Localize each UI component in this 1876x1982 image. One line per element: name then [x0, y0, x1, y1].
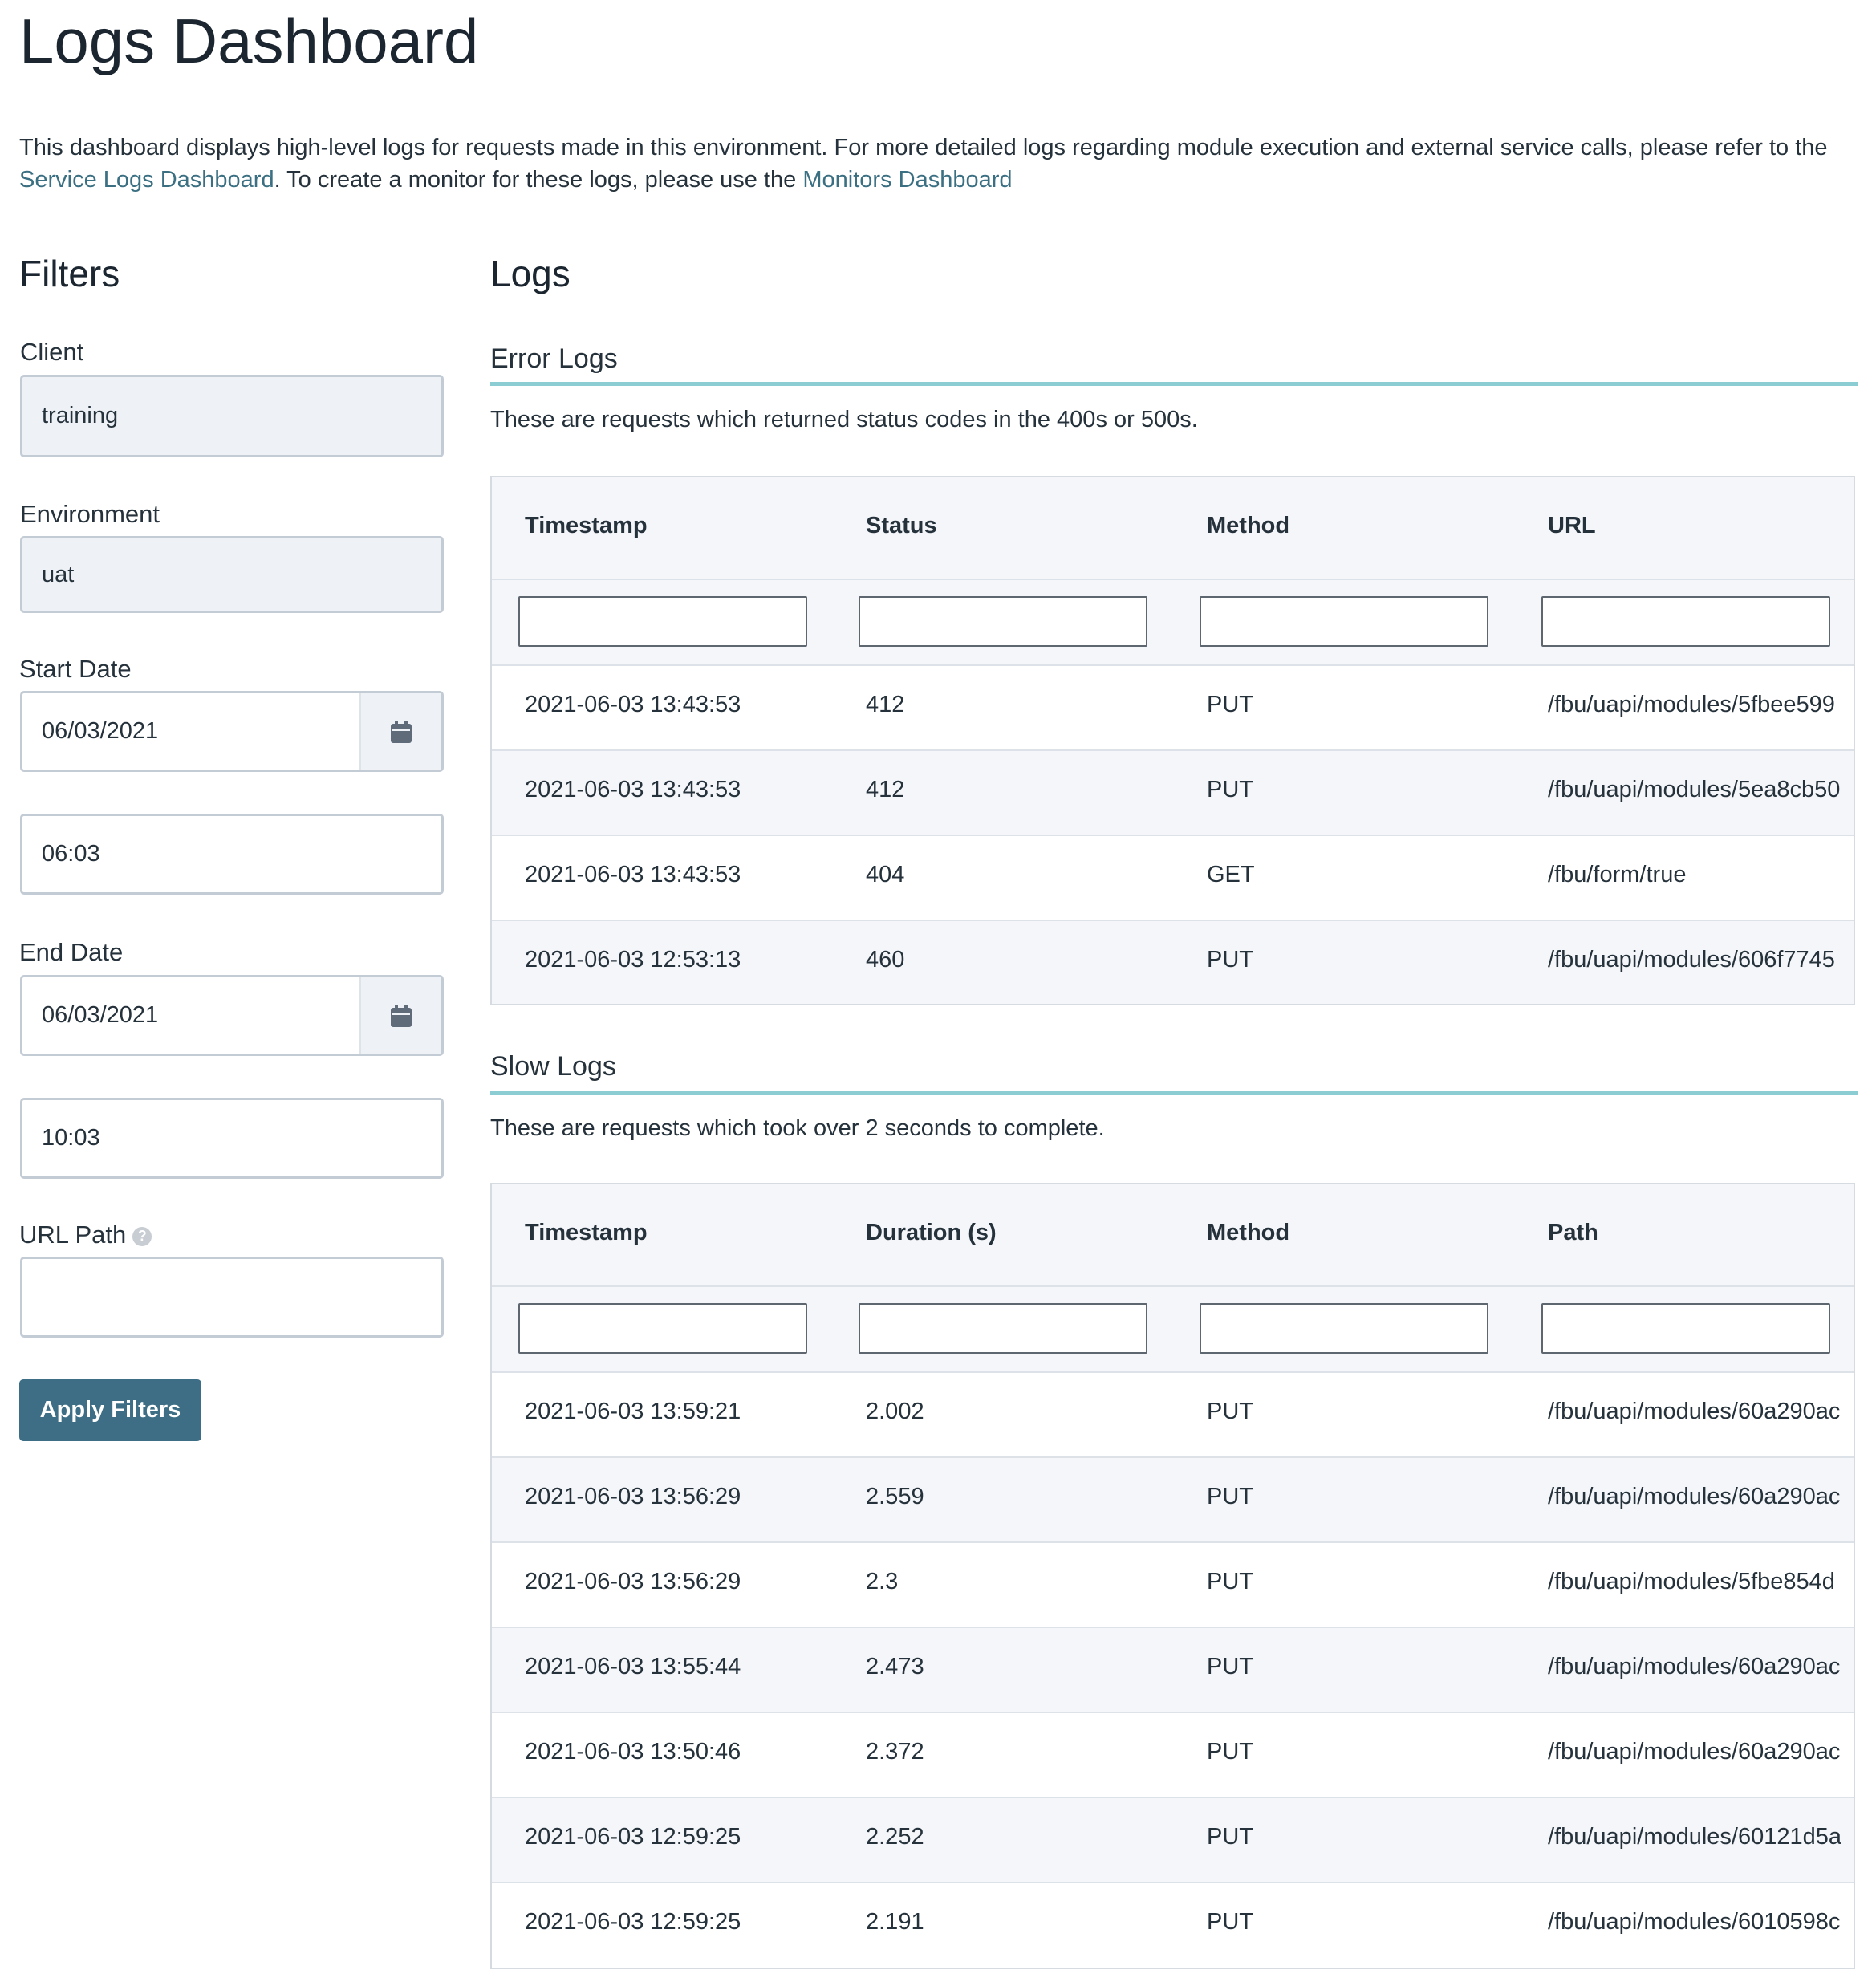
slow-logs-body [492, 1373, 1854, 1967]
table-row[interactable] [492, 1628, 1854, 1713]
cell-method: PUT [1207, 947, 1253, 973]
cell-method: PUT [1207, 1909, 1253, 1935]
cell-duration: 2.191 [866, 1909, 924, 1935]
cell-timestamp: 2021-06-03 13:43:53 [525, 692, 741, 717]
filter-row [492, 580, 1854, 666]
client-value: training [42, 403, 119, 428]
cell-method: PUT [1207, 1484, 1253, 1509]
cell-status: 460 [866, 947, 905, 973]
end-time-input[interactable] [20, 1098, 444, 1179]
environment-value: uat [42, 561, 75, 587]
cell-method: PUT [1207, 1739, 1253, 1765]
question-circle-icon[interactable]: ? [132, 1227, 152, 1246]
cell-method: PUT [1207, 1654, 1253, 1679]
cell-method: PUT [1207, 1399, 1253, 1424]
slow-logs-title: Slow Logs [490, 1051, 616, 1082]
cell-timestamp: 2021-06-03 12:59:25 [525, 1909, 741, 1935]
cell-duration: 2.559 [866, 1484, 924, 1509]
environment-label: Environment [20, 500, 160, 528]
filter-row [492, 1287, 1854, 1373]
start-date-label: Start Date [19, 655, 132, 683]
slow-logs-description: These are requests which took over 2 seconds to complete. [490, 1115, 1105, 1141]
cell-path: /fbu/uapi/modules/60121d5a [1548, 1824, 1842, 1850]
cell-path: /fbu/uapi/modules/60a290ac [1548, 1739, 1841, 1765]
duration-filter-input[interactable] [859, 1303, 1147, 1354]
timestamp-filter-input[interactable] [518, 596, 807, 647]
cell-duration: 2.002 [866, 1399, 924, 1424]
end-date-label: End Date [19, 938, 124, 966]
cell-method: PUT [1207, 1824, 1253, 1850]
table-header [492, 1184, 1854, 1287]
error-logs-title: Error Logs [490, 343, 618, 374]
cell-timestamp: 2021-06-03 12:59:25 [525, 1824, 741, 1850]
calendar-icon [391, 1005, 412, 1027]
cell-path: /fbu/uapi/modules/60a290ac [1548, 1484, 1841, 1509]
cell-method: PUT [1207, 692, 1253, 717]
table-row[interactable] [492, 836, 1854, 921]
cell-timestamp: 2021-06-03 13:43:53 [525, 862, 741, 887]
client-field[interactable] [20, 375, 444, 457]
cell-status: 404 [866, 862, 905, 887]
cell-timestamp: 2021-06-03 12:53:13 [525, 947, 741, 973]
cell-status: 412 [866, 692, 905, 717]
cell-path: /fbu/uapi/modules/6010598c [1548, 1909, 1841, 1935]
start-date-calendar-button[interactable] [359, 693, 441, 770]
cell-status: 412 [866, 777, 905, 802]
table-row[interactable] [492, 1543, 1854, 1628]
error-logs-divider [490, 382, 1858, 386]
url-path-label-text: URL Path [19, 1220, 127, 1249]
table-row[interactable] [492, 921, 1854, 1005]
end-date-picker[interactable] [20, 975, 444, 1056]
table-row[interactable] [492, 1798, 1854, 1883]
cell-path: /fbu/uapi/modules/5fbe854d [1548, 1569, 1835, 1594]
error-logs-description: These are requests which returned status codes in the 400s or 500s. [490, 407, 1198, 433]
cell-url: /fbu/uapi/modules/5fbee599 [1548, 692, 1835, 717]
column-header-method[interactable]: Method [1207, 513, 1290, 538]
url-path-input[interactable] [20, 1257, 444, 1338]
cell-duration: 2.252 [866, 1824, 924, 1850]
client-label: Client [20, 338, 84, 366]
column-header-method[interactable]: Method [1207, 1220, 1290, 1245]
cell-path: /fbu/uapi/modules/60a290ac [1548, 1399, 1841, 1424]
filters-panel [0, 0, 465, 1982]
service-logs-dashboard-link[interactable]: Service Logs Dashboard [19, 167, 274, 193]
path-filter-input[interactable] [1541, 1303, 1830, 1354]
end-date-value: 06/03/2021 [42, 1002, 159, 1028]
intro-text-middle: . To create a monitor for these logs, please use the [274, 167, 803, 193]
calendar-icon [391, 721, 412, 743]
slow-logs-divider [490, 1091, 1858, 1095]
table-row[interactable] [492, 751, 1854, 836]
table-row[interactable] [492, 1713, 1854, 1798]
start-date-value: 06/03/2021 [42, 718, 159, 744]
cell-duration: 2.3 [866, 1569, 899, 1594]
cell-url: /fbu/uapi/modules/606f7745 [1548, 947, 1835, 973]
column-header-path[interactable]: Path [1548, 1220, 1598, 1245]
start-date-picker[interactable] [20, 691, 444, 772]
column-header-duration[interactable]: Duration (s) [866, 1220, 997, 1245]
table-row[interactable] [492, 1373, 1854, 1458]
environment-field[interactable] [20, 536, 444, 613]
end-time-value: 10:03 [42, 1125, 100, 1151]
error-logs-body [492, 666, 1854, 1005]
cell-timestamp: 2021-06-03 13:55:44 [525, 1654, 741, 1679]
timestamp-filter-input[interactable] [518, 1303, 807, 1354]
table-header [492, 477, 1854, 580]
error-logs-table [490, 476, 1855, 1005]
cell-duration: 2.473 [866, 1654, 924, 1679]
start-time-value: 06:03 [42, 841, 100, 867]
cell-method: PUT [1207, 1569, 1253, 1594]
table-row[interactable] [492, 666, 1854, 751]
intro-text-start: This dashboard displays high-level logs for requests made in this environment. For more detailed logs regarding module execution and external service calls, please refer to the [19, 135, 1828, 160]
table-row[interactable] [492, 1883, 1854, 1967]
filters-heading: Filters [19, 253, 120, 294]
end-date-calendar-button[interactable] [359, 977, 441, 1054]
apply-filters-button[interactable]: Apply Filters [19, 1379, 201, 1441]
cell-timestamp: 2021-06-03 13:50:46 [525, 1739, 741, 1765]
end-date-input[interactable] [22, 977, 359, 1054]
method-filter-input[interactable] [1200, 596, 1488, 647]
column-header-status[interactable]: Status [866, 513, 937, 538]
monitors-dashboard-link[interactable]: Monitors Dashboard [802, 167, 1013, 193]
slow-logs-table [490, 1183, 1855, 1969]
column-header-url[interactable]: URL [1548, 513, 1596, 538]
cell-duration: 2.372 [866, 1739, 924, 1765]
cell-timestamp: 2021-06-03 13:56:29 [525, 1569, 741, 1594]
table-row[interactable] [492, 1458, 1854, 1543]
cell-timestamp: 2021-06-03 13:43:53 [525, 777, 741, 802]
cell-url: /fbu/uapi/modules/5ea8cb50 [1548, 777, 1841, 802]
page-title: Logs Dashboard [19, 6, 479, 76]
cell-timestamp: 2021-06-03 13:59:21 [525, 1399, 741, 1424]
cell-path: /fbu/uapi/modules/60a290ac [1548, 1654, 1841, 1679]
start-time-input[interactable] [20, 814, 444, 895]
status-filter-input[interactable] [859, 596, 1147, 647]
method-filter-input[interactable] [1200, 1303, 1488, 1354]
cell-method: GET [1207, 862, 1255, 887]
url-filter-input[interactable] [1541, 596, 1830, 647]
cell-method: PUT [1207, 777, 1253, 802]
start-date-input[interactable] [22, 693, 359, 770]
cell-timestamp: 2021-06-03 13:56:29 [525, 1484, 741, 1509]
url-path-label [19, 1220, 152, 1249]
logs-heading: Logs [490, 253, 571, 294]
column-header-timestamp[interactable]: Timestamp [525, 1220, 648, 1245]
cell-url: /fbu/form/true [1548, 862, 1687, 887]
column-header-timestamp[interactable]: Timestamp [525, 513, 648, 538]
